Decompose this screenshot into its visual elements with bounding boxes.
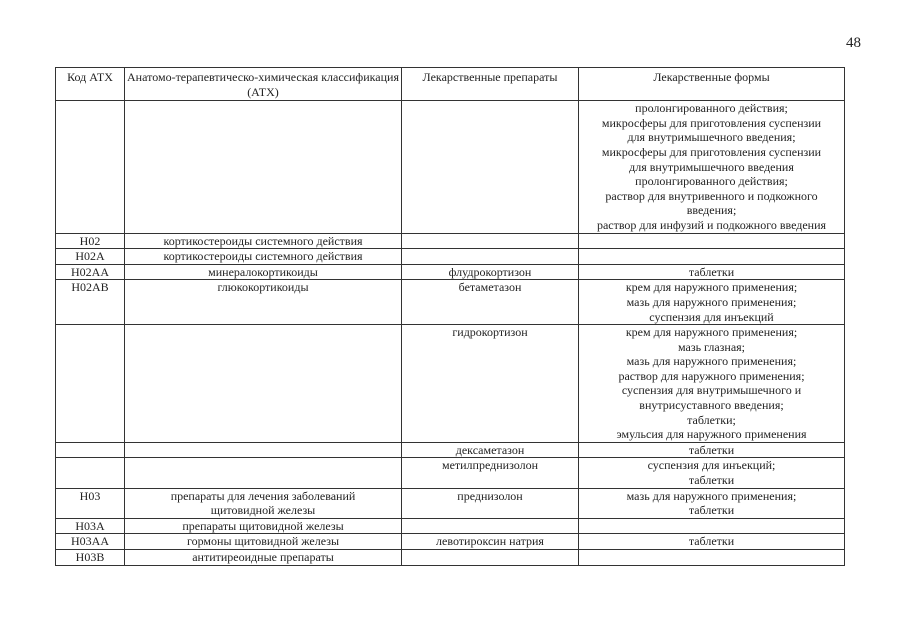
cell-forms: таблетки — [579, 442, 845, 458]
table-row — [56, 488, 845, 518]
cell-classification: антитиреоидные препараты — [125, 550, 402, 566]
table-row — [56, 550, 845, 566]
cell-code — [56, 101, 125, 233]
table-row — [56, 264, 845, 280]
header-classification: Анатомо-терапевтическо-химическая классификация (АТХ) — [125, 68, 402, 101]
cell-drug: левотироксин натрия — [402, 534, 579, 550]
cell-forms — [579, 518, 845, 534]
cell-classification — [125, 325, 402, 443]
table-row — [56, 101, 845, 233]
cell-classification — [125, 442, 402, 458]
cell-classification: препараты для лечения заболеваний щитовидной железы — [125, 488, 402, 518]
cell-code — [56, 325, 125, 443]
cell-code: H03B — [56, 550, 125, 566]
table-row — [56, 534, 845, 550]
cell-code — [56, 442, 125, 458]
cell-code: H02A — [56, 249, 125, 265]
cell-forms: пролонгированного действия; микросферы для приготовления суспензии для внутримышечного введения; микросферы для приготовления суспензии для внутримышечного введения пролонгированного действия; раствор для внутривенного и подкожного введения; раствор для инфузий и подкожного введения — [579, 101, 845, 233]
table-row — [56, 442, 845, 458]
table-row — [56, 249, 845, 265]
page-number: 48 — [846, 35, 861, 51]
table-row — [56, 518, 845, 534]
cell-drug: флудрокортизон — [402, 264, 579, 280]
cell-forms: крем для наружного применения; мазь глазная; мазь для наружного применения; раствор для наружного применения; суспензия для внутримышечного и внутрисуставного введения; таблетки; эмульсия для наружного применения — [579, 325, 845, 443]
cell-drug: бетаметазон — [402, 280, 579, 325]
cell-forms — [579, 233, 845, 249]
table-row — [56, 280, 845, 325]
header-drugs: Лекарственные препараты — [402, 68, 579, 101]
cell-classification: препараты щитовидной железы — [125, 518, 402, 534]
table-row — [56, 458, 845, 488]
cell-classification: глюкокортикоиды — [125, 280, 402, 325]
cell-code: H02AB — [56, 280, 125, 325]
cell-classification: кортикостероиды системного действия — [125, 233, 402, 249]
cell-classification — [125, 458, 402, 488]
cell-code: H02AA — [56, 264, 125, 280]
cell-drug — [402, 550, 579, 566]
table-header — [56, 68, 845, 101]
cell-forms: таблетки — [579, 534, 845, 550]
cell-code: H02 — [56, 233, 125, 249]
cell-forms: крем для наружного применения; мазь для наружного применения; суспензия для инъекций — [579, 280, 845, 325]
cell-classification: гормоны щитовидной железы — [125, 534, 402, 550]
cell-drug — [402, 249, 579, 265]
atx-table — [55, 67, 845, 566]
cell-classification — [125, 101, 402, 233]
table-row — [56, 233, 845, 249]
cell-drug: гидрокортизон — [402, 325, 579, 443]
header-code: Код АТХ — [56, 68, 125, 101]
cell-code: H03 — [56, 488, 125, 518]
cell-drug — [402, 233, 579, 249]
cell-forms — [579, 249, 845, 265]
cell-drug: преднизолон — [402, 488, 579, 518]
cell-drug — [402, 518, 579, 534]
header-forms: Лекарственные формы — [579, 68, 845, 101]
cell-code: H03A — [56, 518, 125, 534]
table-body — [56, 101, 845, 565]
cell-code: H03AA — [56, 534, 125, 550]
cell-code — [56, 458, 125, 488]
cell-classification: минералокортикоиды — [125, 264, 402, 280]
cell-drug: дексаметазон — [402, 442, 579, 458]
cell-forms: таблетки — [579, 264, 845, 280]
cell-forms — [579, 550, 845, 566]
cell-drug: метилпреднизолон — [402, 458, 579, 488]
cell-classification: кортикостероиды системного действия — [125, 249, 402, 265]
cell-forms: мазь для наружного применения; таблетки — [579, 488, 845, 518]
table-row — [56, 325, 845, 443]
cell-forms: суспензия для инъекций; таблетки — [579, 458, 845, 488]
cell-drug — [402, 101, 579, 233]
